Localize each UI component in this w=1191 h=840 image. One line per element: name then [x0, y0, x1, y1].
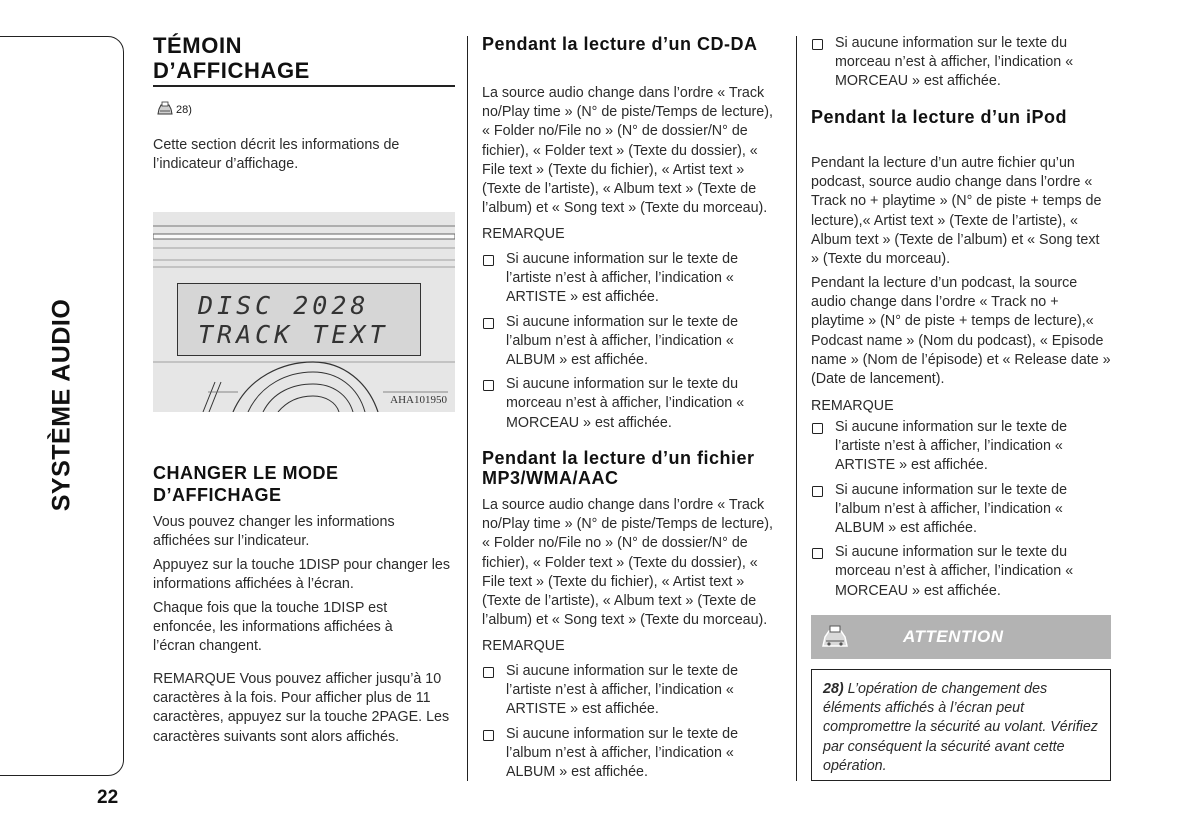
- section-heading: Pendant la lecture d’un fichier MP3/WMA/AAC: [482, 448, 755, 488]
- paragraph: La source audio change dans l’ordre « Track no/Play time » (N° de piste/Temps de lecture), « Folder no/File no » (N° de dossier/N° de fichier), « Folder text » (Texte du dossier), « File text » (Texte du fichier), « Artist text » (Texte de l’artiste), « Album text » (Texte de l’album) et « Song text » (Texte du morceau).: [482, 85, 773, 217]
- list-item: Si aucune information sur le texte de l’artiste n’est à afficher, l’indication « ARTISTE » est affichée.: [811, 418, 1101, 476]
- warning-text: [823, 680, 1100, 776]
- list-item: Si aucune information sur le texte de l’artiste n’est à afficher, l’indication « ARTISTE » est affichée.: [482, 662, 772, 720]
- warning-body: L’opération de changement des éléments affichés à l’écran peut compromettre la sécurité au volant. Vérifiez par conséquent la sécurité avant cette opération.: [823, 681, 1098, 774]
- car-warning-icon: [820, 623, 850, 649]
- section-heading: Pendant la lecture d’un CD-DA: [482, 34, 758, 54]
- page-number: 22: [97, 787, 119, 808]
- paragraph: Appuyez sur la touche 1DISP pour changer les informations affichées à l’écran.: [153, 557, 450, 593]
- list-item: Si aucune information sur le texte du morceau n’est à afficher, l’indication « MORCEAU » est affichée.: [811, 543, 1101, 601]
- note-list: [482, 662, 772, 787]
- section-tab-label: SYSTÈME AUDIO: [47, 298, 76, 512]
- radio-display-figure: [153, 212, 455, 412]
- lcd-line-track: TRACK TEXT: [198, 320, 389, 349]
- warning-reference: [156, 100, 192, 116]
- list-item: Si aucune information sur le texte de l’album n’est à afficher, l’indication « ALBUM » est affichée.: [482, 725, 772, 783]
- list-item: Si aucune information sur le texte de l’artiste n’est à afficher, l’indication « ARTISTE » est affichée.: [482, 250, 772, 308]
- column-divider: [796, 36, 797, 781]
- paragraph: Chaque fois que la touche 1DISP est enfoncée, les informations affichées à l’écran changent.: [153, 600, 393, 655]
- note-list: [811, 418, 1101, 606]
- lcd-screen: [177, 283, 421, 356]
- paragraph: Vous pouvez changer les informations affichées sur l’indicateur.: [153, 514, 395, 550]
- section-heading: Pendant la lecture d’un iPod: [811, 107, 1068, 127]
- page-title: TÉMOIN: [153, 33, 243, 58]
- list-item: Si aucune information sur le texte de l’album n’est à afficher, l’indication « ALBUM » est affichée.: [482, 313, 772, 371]
- intro-paragraph: Cette section décrit les informations de l’indicateur d’affichage.: [153, 137, 400, 173]
- section-heading: CHANGER LE MODE: [153, 463, 339, 483]
- note-paragraph: REMARQUE Vous pouvez afficher jusqu’à 10 caractères à la fois. Pour afficher plus de 11 caractères, appuyez sur la touche 2PAGE. Les caractères suivants sont alors affichés.: [153, 671, 450, 745]
- list-item: Si aucune information sur le texte du morceau n’est à afficher, l’indication « MORCEAU » est affichée.: [482, 375, 772, 433]
- paragraph: Pendant la lecture d’un autre fichier qu’un podcast, source audio change dans l’ordre « Track no + playtime » (N° de piste + temps de lecture),« Artist text » (Texte de l’artiste), « Album text » (Texte de l’album) et « Song text » (Texte du morceau).: [811, 155, 1102, 268]
- lcd-line-disc: DISC 2028: [198, 291, 370, 320]
- note-label: REMARQUE: [482, 226, 565, 242]
- warning-number: 28): [823, 681, 844, 697]
- attention-title: ATTENTION: [903, 627, 1004, 646]
- car-warning-icon: [156, 100, 174, 116]
- paragraph: La source audio change dans l’ordre « Track no/Play time » (N° de piste/Temps de lecture), « Folder no/File no » (N° de dossier/N° de fichier), « Folder text » (Texte du dossier), « File text » (Texte du fichier), « Artist text » (Texte de l’artiste), « Album text » (Texte de l’album) et « Song text » (Texte du morceau).: [482, 497, 773, 629]
- attention-banner: [811, 615, 1111, 659]
- section-heading: D’AFFICHAGE: [153, 485, 282, 505]
- column-divider: [467, 36, 468, 781]
- figure-code: AHA101950: [390, 394, 447, 406]
- paragraph: Pendant la lecture d’un podcast, la source audio change dans l’ordre « Track no + playtime » (N° de piste + temps de lecture),« Podcast name » (Nom du podcast), « Episode name » (Nom de l’épisode) et « Release date » (Date de lancement).: [811, 275, 1111, 388]
- note-list: [482, 250, 772, 438]
- warning-ref-number: 28): [176, 104, 192, 116]
- warning-box: [811, 669, 1111, 781]
- note-label: REMARQUE: [811, 398, 894, 414]
- list-item: Si aucune information sur le texte de l’album n’est à afficher, l’indication « ALBUM » est affichée.: [811, 481, 1101, 539]
- page-title: D’AFFICHAGE: [153, 58, 310, 83]
- note-label: REMARQUE: [482, 638, 565, 654]
- list-item: Si aucune information sur le texte du morceau n’est à afficher, l’indication « MORCEAU » est affichée.: [811, 34, 1101, 92]
- note-list: [811, 34, 1101, 97]
- title-rule: [153, 85, 455, 87]
